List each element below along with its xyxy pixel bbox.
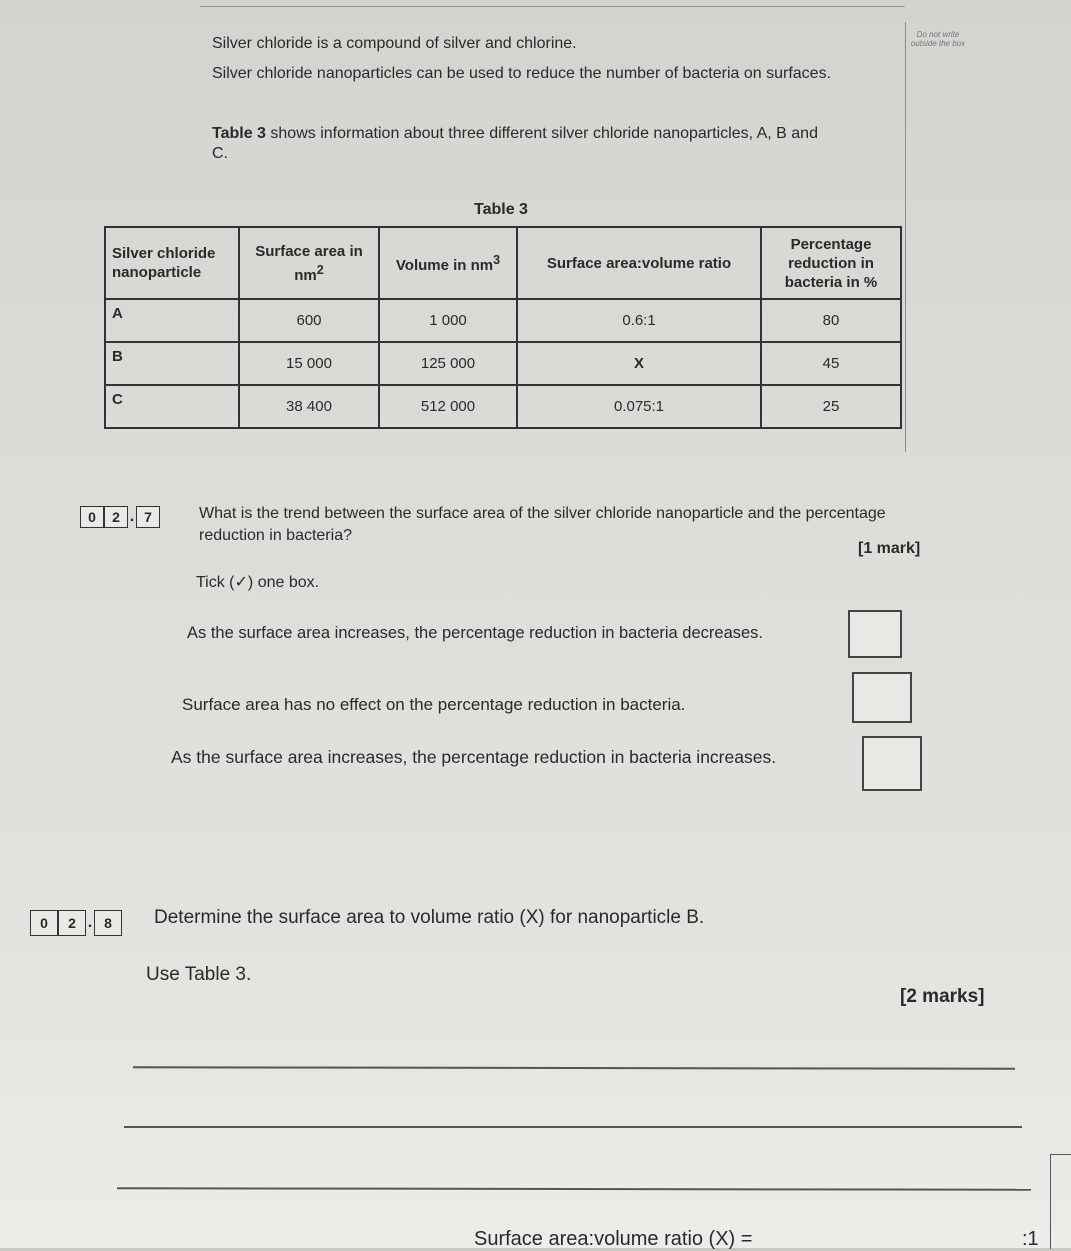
intro-line-1: Silver chloride is a compound of silver and chlorine. <box>212 35 577 52</box>
margin-note: Do not write outside the box <box>910 30 966 48</box>
intro-line-3 <box>212 124 832 164</box>
header-volume: Volume in $nm^3$ <box>379 227 517 299</box>
cell-ratio: 0.6:1 <box>517 299 761 342</box>
question-dot: . <box>87 914 93 931</box>
answer-line[interactable] <box>133 1066 1015 1069</box>
cell-volume: 125 000 <box>379 342 517 385</box>
question-dot: . <box>129 508 135 525</box>
question-digit: 0 <box>80 506 104 528</box>
q27-option-3-text: As the surface area increases, the percentage reduction in bacteria increases. <box>171 747 777 767</box>
table-title: Table 3 <box>474 201 528 218</box>
q27-marks: [1 mark] <box>858 540 921 557</box>
question-number-02-8 <box>30 910 122 936</box>
cell-surface-area: 38 400 <box>239 385 379 428</box>
table-header-row <box>105 227 901 299</box>
q28-answer-prompt: Surface area:volume ratio (X) = <box>474 1228 753 1250</box>
table-3 <box>104 226 902 429</box>
q27-instruction: Tick (✓) one box. <box>196 574 320 591</box>
question-digit: 2 <box>104 506 128 528</box>
mark-box-edge <box>1050 1154 1071 1249</box>
q27-option-2-tick-box[interactable] <box>852 672 912 723</box>
row-label: C <box>105 385 239 428</box>
row-label: A <box>105 299 239 342</box>
cell-reduction: 80 <box>761 299 901 342</box>
cell-surface-area: 600 <box>239 299 379 342</box>
cell-ratio: X <box>517 342 761 385</box>
answer-line[interactable] <box>124 1126 1022 1128</box>
margin-rule <box>905 22 906 452</box>
q27-option-1-text: As the surface area increases, the percentage reduction in bacteria decreases. <box>187 624 764 642</box>
q27-option-2-text: Surface area has no effect on the percentage reduction in bacteria. <box>182 695 686 714</box>
header-reduction: Percentage reduction in bacteria in % <box>761 227 901 299</box>
cell-volume: 512 000 <box>379 385 517 428</box>
table-row <box>105 385 901 428</box>
q28-marks: [2 marks] <box>900 986 985 1007</box>
q28-question: Determine the surface area to volume ratio (X) for nanoparticle B. <box>154 907 705 928</box>
row-label: B <box>105 342 239 385</box>
q27-option-1-tick-box[interactable] <box>848 610 902 658</box>
q27-question: What is the trend between the surface area of the silver chloride nanoparticle and the percentage reduction in bacteria? <box>199 505 886 544</box>
q28-answer-suffix: :1 <box>1022 1228 1039 1250</box>
question-number-02-7 <box>80 506 160 528</box>
top-rule <box>200 6 905 7</box>
question-digit: 7 <box>136 506 160 528</box>
cell-volume: 1 000 <box>379 299 517 342</box>
cell-surface-area: 15 000 <box>239 342 379 385</box>
question-digit: 0 <box>30 910 58 936</box>
intro-line-2: Silver chloride nanoparticles can be used to reduce the number of bacteria on surfaces. <box>212 65 832 82</box>
question-digit: 8 <box>94 910 122 936</box>
table-row <box>105 299 901 342</box>
q27-option-3-tick-box[interactable] <box>862 736 922 791</box>
header-surface-area: Surface area in $nm^2$ <box>239 227 379 299</box>
intro-line-3-text: shows information about three different silver chloride nanoparticles, A, B and C. <box>212 125 818 162</box>
cell-reduction: 45 <box>761 342 901 385</box>
answer-line[interactable] <box>117 1187 1031 1190</box>
question-digit: 2 <box>58 910 86 936</box>
table-ref: Table 3 <box>212 125 266 142</box>
cell-reduction: 25 <box>761 385 901 428</box>
table-row <box>105 342 901 385</box>
cell-ratio: 0.075:1 <box>517 385 761 428</box>
header-nanoparticle: Silver chloride nanoparticle <box>105 227 239 299</box>
header-ratio: Surface area:volume ratio <box>517 227 761 299</box>
q28-instruction: Use Table 3. <box>146 964 252 985</box>
